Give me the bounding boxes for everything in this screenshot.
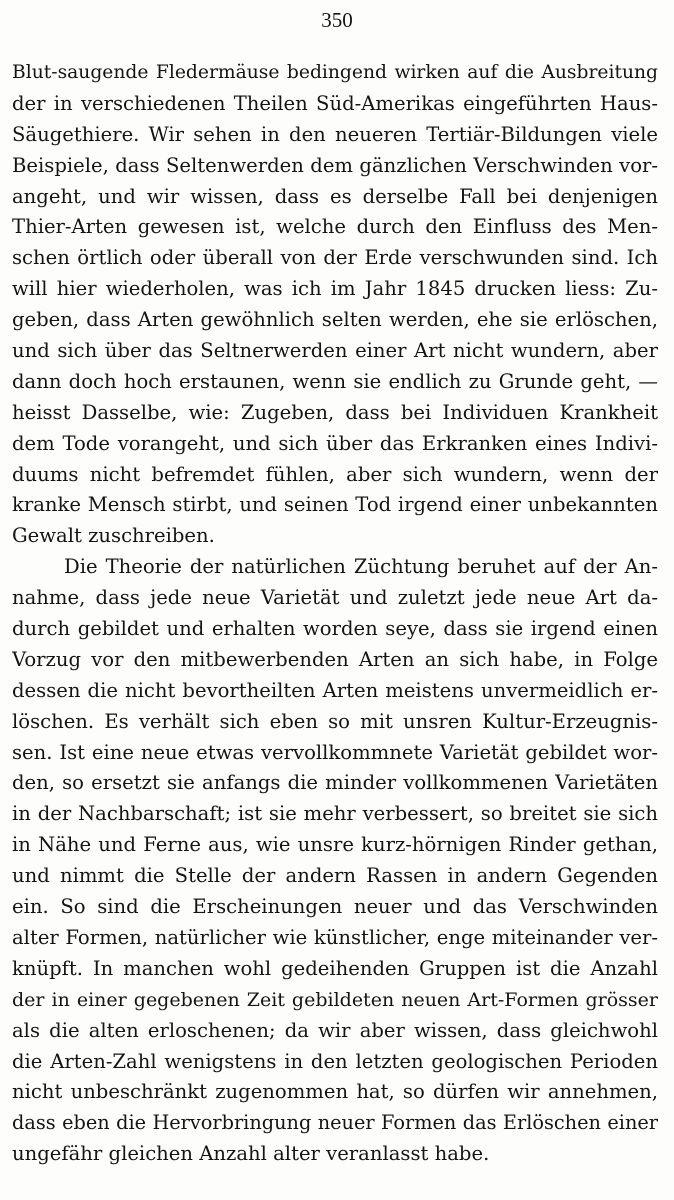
text-line: der in einer gegebenen Zeit gebildeten neuen Art-Formen grösser	[12, 988, 658, 1011]
text-line: dessen die nicht bevortheilten Arten meistens unvermeidlich er-	[12, 678, 658, 702]
text-line: Gewalt zuschreiben.	[12, 524, 215, 548]
text-line: schen örtlich oder überall von der Erde verschwunden sind. Ich	[12, 246, 658, 270]
text-line: geben, dass Arten gewöhnlich selten werden, ehe sie erlöschen,	[12, 308, 658, 332]
text-line: sen. Ist eine neue etwas vervollkommnete Varietät gebildet wor-	[12, 740, 658, 764]
text-line: ein. So sind die Erscheinungen neuer und das Verschwinden	[12, 895, 658, 919]
text-line: ungefähr gleichen Anzahl alter veranlasst habe.	[12, 1142, 490, 1166]
text-line: angeht, und wir wissen, dass es derselbe Fall bei denjenigen	[12, 184, 658, 208]
text-line: in der Nachbarschaft; ist sie mehr verbessert, so breitet sie sich	[12, 802, 658, 826]
text-line: dass eben die Hervorbringung neuer Formen das Erlöschen einer	[12, 1111, 658, 1135]
text-line: knüpft. In manchen wohl gedeihenden Gruppen ist die Anzahl	[12, 956, 658, 980]
text-line: will hier wiederholen, was ich im Jahr 1845 drucken liess: Zu-	[12, 277, 658, 301]
text-line: Blut-saugende Fledermäuse bedingend wirken auf die Ausbreitung	[12, 62, 658, 83]
text-line: löschen. Es verhält sich eben so mit unsren Kultur-Erzeugnis-	[12, 709, 658, 733]
text-line: kranke Mensch stirbt, und seinen Tod irgend einer unbekannten	[12, 493, 658, 517]
text-line: dann doch hoch erstaunen, wenn sie endlich zu Grunde geht, —	[12, 369, 658, 393]
text-line: heisst Dasselbe, wie: Zugeben, dass bei Individuen Krankheit	[12, 400, 658, 424]
text-line: durch gebildet und erhalten worden seye, dass sie irgend einen	[12, 617, 658, 641]
text-line: Die Theorie der natürlichen Züchtung beruhet auf der An-	[64, 555, 658, 579]
text-line: die Arten-Zahl wenigstens in den letzten geologischen Perioden	[12, 1049, 658, 1073]
page-number: 350	[321, 8, 353, 32]
text-line: alter Formen, natürlicher wie künstlicher, enge miteinander ver-	[12, 925, 658, 949]
text-line: dem Tode vorangeht, und sich über das Erkranken eines Indivi-	[12, 431, 658, 455]
text-line: Beispiele, dass Seltenwerden dem gänzlichen Verschwinden vor-	[12, 153, 658, 177]
text-line: duums nicht befremdet fühlen, aber sich wundern, wenn der	[12, 462, 658, 486]
text-line: nahme, dass jede neue Varietät und zuletzt jede neue Art da-	[12, 586, 658, 610]
text-line: und sich über das Seltnerwerden einer Art nicht wundern, aber	[12, 339, 658, 363]
text-line: Säugethiere. Wir sehen in den neueren Tertiär-Bildungen viele	[12, 122, 658, 146]
text-line: Thier-Arten gewesen ist, welche durch den Einfluss des Men-	[12, 215, 658, 239]
text-line: nicht unbeschränkt zugenommen hat, so dürfen wir annehmen,	[12, 1080, 658, 1104]
text-line: Vorzug vor den mitbewerbenden Arten an sich habe, in Folge	[12, 647, 658, 671]
body-text	[12, 58, 658, 1170]
text-line: als die alten erloschenen; da wir aber wissen, dass gleichwohl	[12, 1018, 658, 1042]
text-line: den, so ersetzt sie anfangs die minder vollkommenen Varietäten	[12, 771, 658, 795]
text-line: der in verschiedenen Theilen Süd-Amerikas eingeführten Haus-	[12, 91, 658, 115]
text-line: in Nähe und Ferne aus, wie unsre kurz-hörnigen Rinder gethan,	[12, 833, 658, 857]
text-line: und nimmt die Stelle der andern Rassen in andern Gegenden	[12, 864, 658, 888]
